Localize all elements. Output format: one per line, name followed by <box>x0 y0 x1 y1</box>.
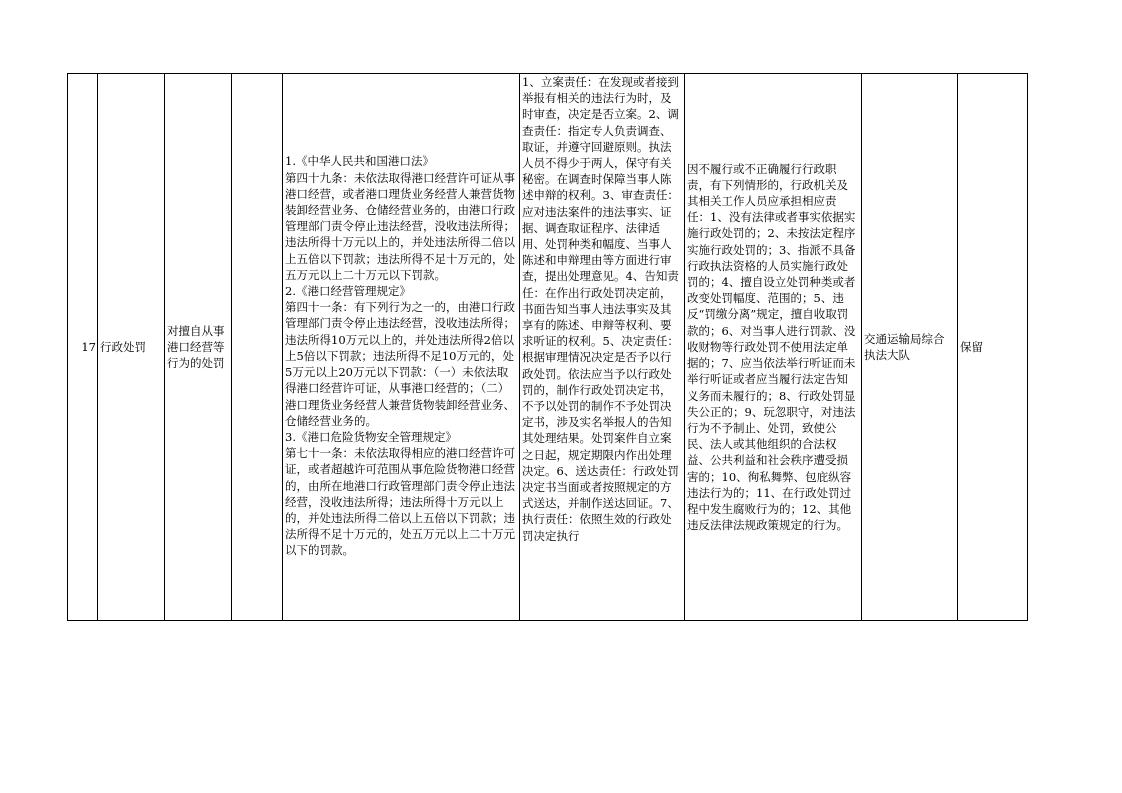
sub-item-cell <box>232 74 283 621</box>
legal-basis-line: 2.《港口经营管理规定》 <box>285 284 411 299</box>
accountability-cell <box>685 74 862 621</box>
category-cell <box>98 74 165 621</box>
accountability-text: 因不履行或不正确履行行政职责，有下列情形的，行政机关及其相关工作人员应承担相应责任：1、没有法律或者事实依据实施行政处罚的；2、未按法定程序实施行政处罚的；3、指派不具备行政执法资格的人员实施行政处罚的；4、擅自设立处罚种类或者改变处罚幅度、范围的；5、违反“罚缴分离”规定，擅自收取罚款的；6、对当事人进行罚款、没收财物等行政处罚不使用法定单据的；7、应当依法举行听证而未举行听证或者应当履行法定告知义务而未履行的；8、行政处罚显失公正的；9、玩忽职守，对违法行为不予制止、处罚，致使公民、法人或其他组织的合法权益、公共利益和社会秩序遭受损害的；10、徇私舞弊、包庇纵容违法行为的；11、在行政处罚过程中发生腐败行为的；12、其他违反法律法规政策规定的行为。 <box>687 161 856 533</box>
implementing-body: 交通运输局综合执法大队 <box>864 331 945 362</box>
power-sub-item <box>232 74 282 620</box>
legal-basis-line: 第四十九条：未依法取得港口经营许可证从事港口经营，或者港口理货业务经营人兼营货物装卸经营业务、仓储经营业务的，由港口行政管理部门责令停止违法经营，没收违法所得；违法所得十万元以上的，并处违法所得二倍以上五倍以下罚款；违法所得不足十万元的，处五万元以上二十万元以下罚款。 <box>285 170 515 282</box>
row-number: 17 <box>81 339 96 354</box>
item-name-cell <box>165 74 232 621</box>
legal-basis <box>283 74 519 620</box>
table-row <box>68 74 1028 621</box>
remark-cell <box>958 74 1028 621</box>
responsibility-text: 1、立案责任：在发现或者接到举报有相关的违法行为时，及时审查，决定是否立案。2、调查责任：指定专人负责调查、取证，并遵守回避原则。执法人员不得少于两人，保守有关秘密。在调查时保障当事人陈述申辩的权利。3、审查责任：应对违法案件的违法事实、证据、调查取证程序、法律适用、处罚种类和幅度、当事人陈述和申辩理由等方面进行审查，提出处理意见。4、告知责任：在作出行政处罚决定前，书面告知当事人违法事实及其享有的陈述、申辩等权利、要求听证的权利。5、决定责任：根据审理情况决定是否予以行政处罚。依法应当予以行政处罚的，制作行政处罚决定书，不予以处罚的制作不予处罚决定书，涉及实名举报人的告知其处理结果。处罚案件自立案之日起，规定期限内作出处理决定。6、送达责任：行政处罚决定书当面或者按照规定的方式送达，并制作送达回证。7、执行责任：依照生效的行政处罚决定执行 <box>522 75 679 543</box>
remark: 保留 <box>960 339 983 354</box>
power-list-table <box>67 73 1028 621</box>
legal-basis-line: 1.《中华人民共和国港口法》 <box>285 154 434 169</box>
power-category: 行政处罚 <box>100 339 146 354</box>
power-item-name: 对擅自从事港口经营等行为的处罚 <box>167 323 225 371</box>
legal-basis-line: 3.《港口危险货物安全管理规定》 <box>285 429 457 444</box>
legal-basis-line: 第四十一条：有下列行为之一的，由港口行政管理部门责令停止违法经营，没收违法所得；违法所得10万元以上的，并处违法所得2倍以上5倍以下罚款；违法所得不足10万元的，处5万元以上20万元以下罚款：（一）未依法取得港口经营许可证，从事港口经营的；（二）港口理货业务经营人兼营货物装卸经营业务、仓储经营业务的。 <box>285 300 515 428</box>
row-number-cell <box>68 74 98 621</box>
implementing-body-cell <box>862 74 958 621</box>
responsibility-cell <box>520 74 685 621</box>
legal-basis-cell <box>283 74 520 621</box>
legal-basis-line: 第七十一条：未依法取得相应的港口经营许可证，或者超越许可范围从事危险货物港口经营的，由所在地港口行政管理部门责令停止违法经营，没收违法所得；违法所得十万元以上的，并处违法所得二倍以上五倍以下罚款；违法所得不足十万元的，处五万元以上二十万元以下的罚款。 <box>285 446 515 558</box>
